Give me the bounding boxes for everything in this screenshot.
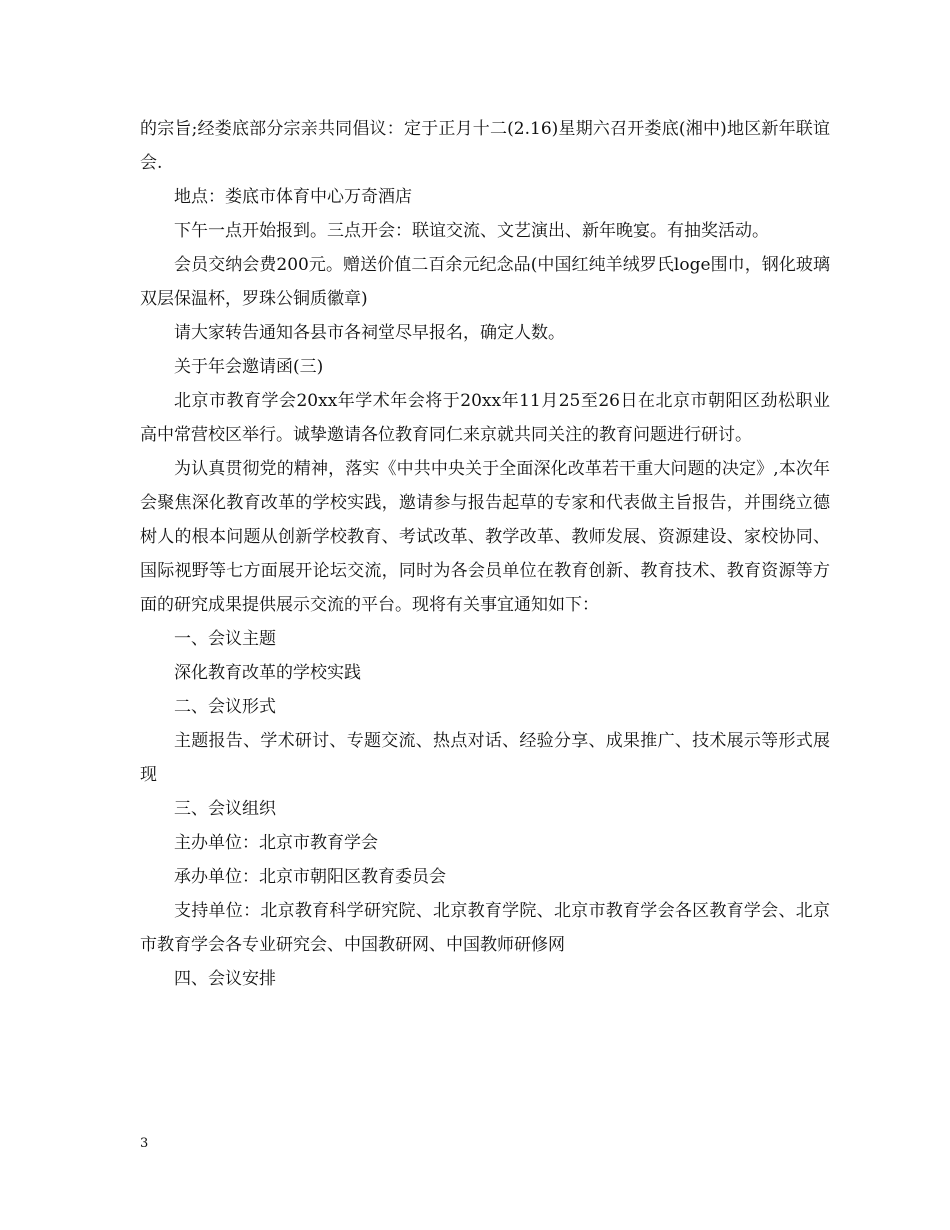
section-heading-theme: 一、会议主题 [174, 629, 276, 649]
section-heading-format: 二、会议形式 [174, 697, 276, 717]
section-heading-organization: 三、会议组织 [174, 799, 276, 819]
paragraph-schedule: 下午一点开始报到。三点开会：联谊交流、文艺演出、新年晚宴。有抽奖活动。 [174, 221, 769, 241]
paragraph-annual-meeting: 北京市教育学会20xx年学术年会将于20xx年11月25至26日在北京市朝阳区劲松职业高中常营校区举行。诚挚邀请各位教育同仁来京就共同关注的教育问题进行研讨。 [140, 391, 830, 445]
paragraph-format: 主题报告、学术研讨、专题交流、热点对话、经验分享、成果推广、技术展示等形式展现 [140, 731, 830, 785]
page-number: 3 [140, 1136, 149, 1151]
paragraph-intro-continuation: 的宗旨;经娄底部分宗亲共同倡议：定于正月十二(2.16)星期六召开娄底(湘中)地区新年联谊会. [140, 119, 830, 173]
paragraph-theme: 深化教育改革的学校实践 [174, 663, 361, 683]
paragraph-location: 地点：娄底市体育中心万奇酒店 [174, 187, 412, 207]
paragraph-membership-fee: 会员交纳会费200元。赠送价值二百余元纪念品(中国红纯羊绒罗氏loge围巾，钢化玻璃双层保温杯，罗珠公铜质徽章) [140, 255, 830, 309]
paragraph-host: 主办单位：北京市教育学会 [174, 833, 378, 853]
paragraph-supporters: 支持单位：北京教育科学研究院、北京教育学院、北京市教育学会各区教育学会、北京市教育学会各专业研究会、中国教研网、中国教师研修网 [140, 901, 830, 955]
section-heading-arrangements: 四、会议安排 [174, 969, 276, 989]
paragraph-meeting-purpose: 为认真贯彻党的精神，落实《中共中央关于全面深化改革若干重大问题的决定》,本次年会聚焦深化教育改革的学校实践，邀请参与报告起草的专家和代表做主旨报告，并围绕立德树人的根本问题从创新学校教育、考试改革、教学改革、教师发展、资源建设、家校协同、国际视野等七方面展开论坛交流，同时为各会员单位在教育创新、教育技术、教育资源等方面的研究成果提供展示交流的平台。现将有关事宜通知如下： [140, 459, 830, 615]
document-body [140, 112, 830, 996]
paragraph-registration-notice: 请大家转告通知各县市各祠堂尽早报名，确定人数。 [174, 323, 565, 343]
section-heading-invitation: 关于年会邀请函(三) [174, 357, 324, 377]
paragraph-organizer: 承办单位：北京市朝阳区教育委员会 [174, 867, 446, 887]
